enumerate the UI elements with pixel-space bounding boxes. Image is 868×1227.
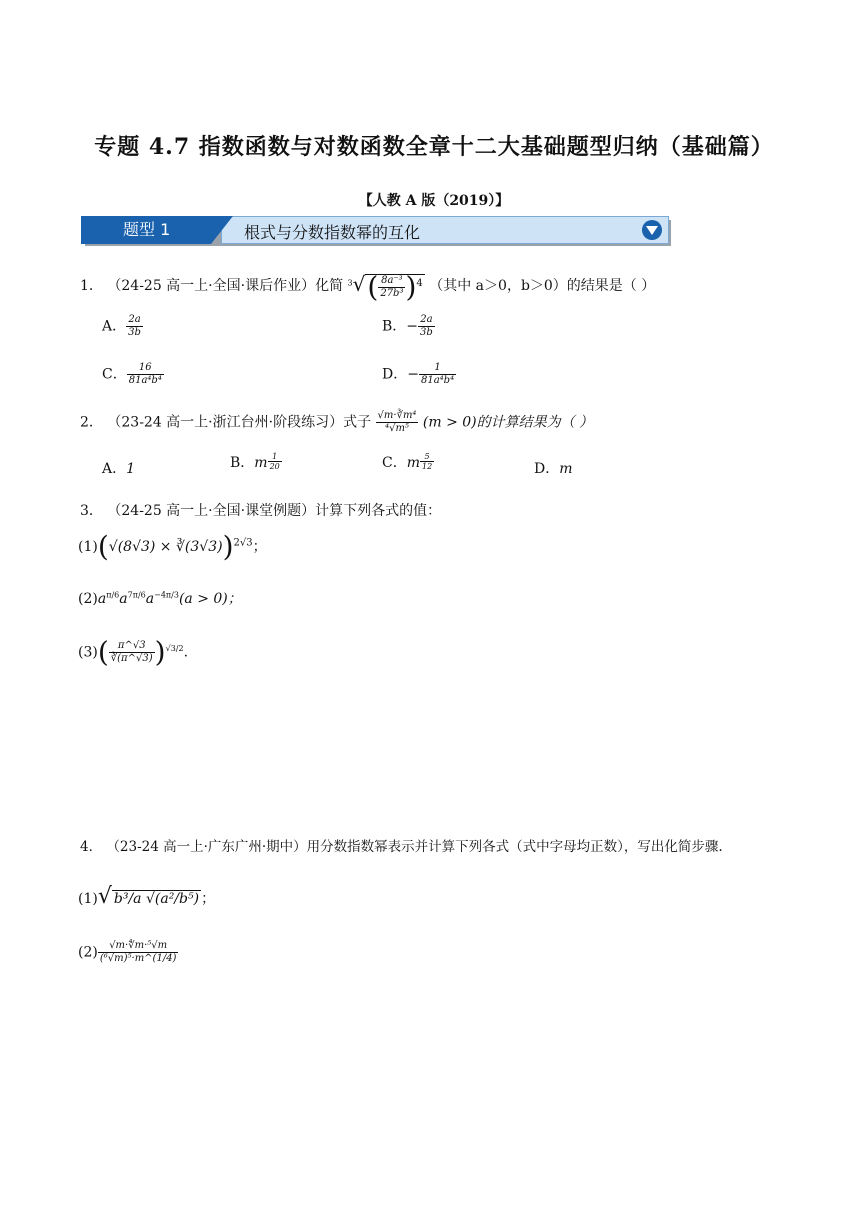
q1-option-d[interactable] bbox=[382, 362, 456, 387]
option-label: C． bbox=[382, 455, 407, 471]
q2-option-a[interactable] bbox=[102, 458, 135, 478]
q3-p2-tail: (a > 0)； bbox=[178, 591, 242, 607]
q2-expr-den: ⁴√m⁵ bbox=[385, 423, 409, 434]
option-den: 3b bbox=[128, 327, 141, 338]
q4-p2-num: √m·∜m·⁵√m bbox=[98, 940, 179, 953]
part-label: (3) bbox=[78, 644, 98, 661]
q3-p3-num: π^√3 bbox=[109, 640, 155, 653]
option-value: 1 bbox=[126, 461, 136, 477]
q2-number: 2． bbox=[80, 414, 103, 431]
q1-tail: （其中 a＞0，b＞0）的结果是（ ） bbox=[429, 277, 656, 294]
q4-part-2 bbox=[78, 940, 178, 965]
q3-part-2 bbox=[78, 588, 242, 608]
q1-option-c[interactable] bbox=[102, 362, 164, 387]
q3-p2-exp3: −4π/3 bbox=[154, 590, 179, 600]
option-sign: − bbox=[407, 366, 419, 383]
option-den: 3b bbox=[420, 327, 433, 338]
question-2 bbox=[80, 410, 593, 435]
option-sign: − bbox=[406, 318, 419, 335]
option-exp-num: 5 bbox=[420, 452, 434, 462]
q3-p2-exp2: 7π/6 bbox=[127, 590, 146, 600]
page-title: 专题 4.7 指数函数与对数函数全章十二大基础题型归纳（基础篇） bbox=[94, 134, 774, 160]
option-label: B． bbox=[382, 318, 407, 335]
option-exp-num: 1 bbox=[268, 452, 282, 462]
q1-option-a[interactable] bbox=[102, 314, 143, 339]
q2-option-b[interactable] bbox=[230, 452, 282, 472]
option-den: 81a⁴b⁴ bbox=[128, 375, 162, 386]
option-base: m bbox=[254, 455, 268, 471]
q2-expression bbox=[376, 410, 419, 435]
q1-power: 4 bbox=[416, 277, 423, 289]
q2-option-c[interactable] bbox=[382, 452, 434, 472]
option-label: A． bbox=[102, 461, 127, 477]
option-label: A． bbox=[102, 318, 127, 335]
q3-p3-end: . bbox=[183, 644, 189, 661]
q3-p2-base: a bbox=[97, 591, 107, 607]
banner-topic-bar bbox=[221, 216, 669, 244]
option-exp-den: 12 bbox=[422, 462, 433, 471]
q1-option-b[interactable] bbox=[382, 314, 435, 339]
option-num: 2a bbox=[126, 314, 143, 327]
option-exp-den: 20 bbox=[269, 462, 280, 471]
option-den: 81a⁴b⁴ bbox=[420, 375, 455, 386]
section-label: 题型 1 bbox=[81, 216, 211, 244]
part-label: (2) bbox=[78, 944, 98, 961]
q2-expr-num: √m·∛m⁴ bbox=[377, 410, 417, 421]
section-topic: 根式与分数指数幂的互化 bbox=[244, 223, 421, 242]
part-label: (1) bbox=[78, 891, 98, 907]
q4-p2-den: (⁶√m)⁵·m^(1/4) bbox=[99, 953, 177, 964]
q3-p3-exponent: √3/2 bbox=[165, 643, 184, 653]
option-base: m bbox=[406, 455, 420, 471]
q4-number: 4． bbox=[80, 839, 103, 855]
collapse-triangle-icon bbox=[642, 220, 662, 240]
q3-part-3: (3)( $\frac{\pi\^{}√3}{∛(\pi\^{}√3)}$ )$^{√3/2}$. bbox=[78, 635, 189, 669]
q3-p3-den: ∛(π^√3) bbox=[110, 653, 153, 664]
question-1 bbox=[80, 270, 656, 303]
option-num: 1 bbox=[419, 362, 456, 375]
q3-p1-end: ； bbox=[252, 539, 267, 555]
q2-tail: (m > 0)的计算结果为（ ） bbox=[422, 414, 594, 431]
part-label: (1) bbox=[78, 539, 98, 555]
q1-source: （24-25 高一上·全国·课后作业）化简 bbox=[107, 277, 344, 294]
part-label: (2) bbox=[78, 591, 98, 607]
q3-p2-base: a bbox=[145, 591, 155, 607]
option-value: m bbox=[559, 461, 573, 477]
q3-number: 3． bbox=[80, 503, 103, 519]
option-label: D． bbox=[534, 461, 560, 477]
q4-p1-end: ； bbox=[201, 891, 216, 907]
q1-expression: $^3$√( $\frac{\text{8a⁻³}}{\text{27b³}}$ )$^4$ bbox=[347, 270, 423, 303]
q3-p1-exponent: 2√3 bbox=[233, 537, 253, 549]
q3-part-1: (1)(√(8√3) × ∛(3√3))$^{2√3}$； bbox=[78, 530, 267, 563]
q3-p2-base: a bbox=[119, 591, 128, 607]
option-label: C． bbox=[102, 366, 127, 383]
section-banner bbox=[81, 216, 671, 246]
option-num: 16 bbox=[127, 362, 164, 375]
q2-option-d[interactable] bbox=[534, 458, 573, 478]
q1-expr-den: 27b³ bbox=[380, 287, 404, 299]
question-3 bbox=[80, 500, 441, 520]
option-label: B． bbox=[230, 455, 255, 471]
q4-p1-expression: b³/a √(a²/b⁵) bbox=[113, 891, 200, 907]
q4-text: （23-24 高一上·广东广州·期中）用分数指数幂表示并计算下列各式（式中字母均正数），写出化简步骤. bbox=[106, 839, 723, 855]
option-num: 2a bbox=[418, 314, 435, 327]
q3-text: （24-25 高一上·全国·课堂例题）计算下列各式的值： bbox=[107, 503, 442, 519]
q2-source: （23-24 高一上·浙江台州·阶段练习）式子 bbox=[107, 414, 372, 431]
option-label: D． bbox=[382, 366, 408, 383]
q3-p2-exp1: π/6 bbox=[106, 590, 120, 600]
q3-p1-expression: √(8√3) × ∛(3√3) bbox=[108, 539, 223, 555]
question-4 bbox=[80, 835, 723, 855]
q1-expr-num: 8a⁻³ bbox=[378, 275, 405, 288]
q4-part-1: (1)√ b³/a √(a²/b⁵) ； bbox=[78, 884, 216, 909]
q1-number: 1． bbox=[80, 277, 103, 294]
edition-label: 【人教 A 版（2019）】 bbox=[358, 193, 510, 209]
